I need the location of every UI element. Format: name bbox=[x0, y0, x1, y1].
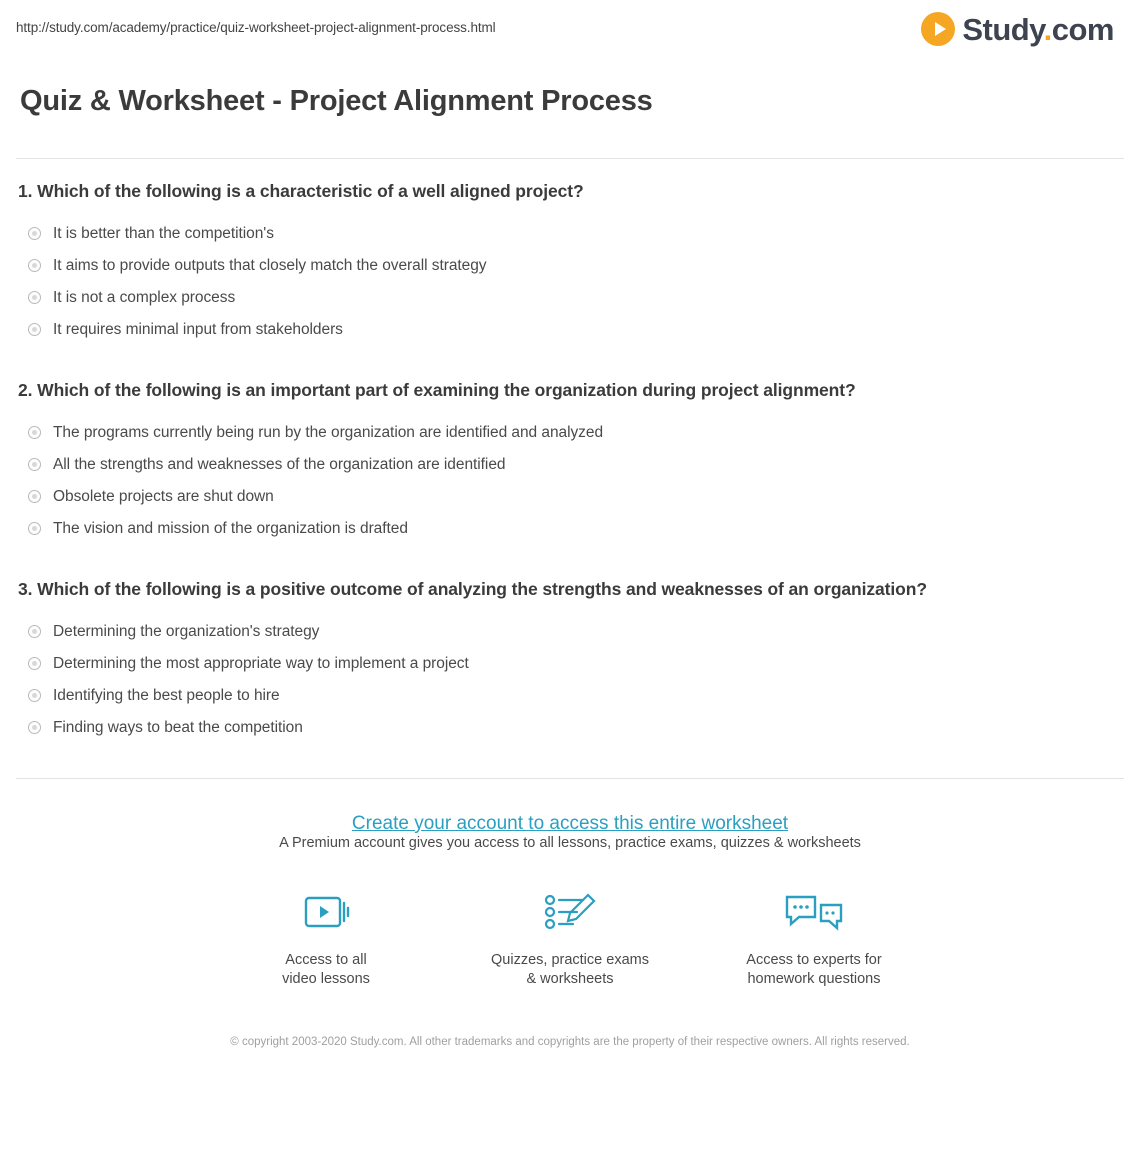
answer-label: It is better than the competition's bbox=[53, 224, 274, 242]
radio-button-icon[interactable] bbox=[28, 490, 41, 503]
footer-promo bbox=[16, 778, 1124, 1051]
answer-options bbox=[16, 616, 1124, 744]
answer-option[interactable] bbox=[16, 250, 1124, 282]
answer-label: It aims to provide outputs that closely match the overall strategy bbox=[53, 256, 487, 274]
page-title: Quiz & Worksheet - Project Alignment Process bbox=[20, 85, 653, 118]
logo-tld: com bbox=[1051, 11, 1114, 47]
answer-label: Identifying the best people to hire bbox=[53, 686, 280, 704]
logo-dot: . bbox=[1043, 11, 1052, 47]
radio-button-icon[interactable] bbox=[28, 426, 41, 439]
play-circle-icon bbox=[921, 12, 955, 46]
answer-option[interactable] bbox=[16, 314, 1124, 346]
answer-option[interactable] bbox=[16, 616, 1124, 648]
quizzes-worksheets-icon bbox=[542, 887, 598, 939]
question-text: 1. Which of the following is a characteristic of a well aligned project? bbox=[18, 180, 584, 201]
radio-button-icon[interactable] bbox=[28, 721, 41, 734]
video-lessons-icon bbox=[301, 887, 351, 939]
answer-option[interactable] bbox=[16, 218, 1124, 250]
answer-label: The programs currently being run by the organization are identified and analyzed bbox=[53, 423, 604, 441]
radio-button-icon[interactable] bbox=[28, 291, 41, 304]
answer-label: The vision and mission of the organization is drafted bbox=[53, 519, 408, 537]
perk-line-2: video lessons bbox=[282, 971, 370, 988]
study-com-logo bbox=[921, 12, 1124, 46]
answer-option[interactable] bbox=[16, 417, 1124, 449]
perk-line-1: Access to all bbox=[285, 951, 367, 968]
radio-button-icon[interactable] bbox=[28, 259, 41, 272]
answer-option[interactable] bbox=[16, 712, 1124, 744]
question-block bbox=[16, 380, 1124, 545]
page-url: http://study.com/academy/practice/quiz-worksheet-project-alignment-process.html bbox=[16, 20, 496, 35]
answer-option[interactable] bbox=[16, 481, 1124, 513]
experts-chat-icon bbox=[783, 887, 845, 939]
radio-button-icon[interactable] bbox=[28, 522, 41, 535]
logo-text bbox=[962, 11, 1114, 47]
answer-option[interactable] bbox=[16, 282, 1124, 314]
perk-line-2: & worksheets bbox=[526, 971, 614, 988]
answer-label: Determining the most appropriate way to implement a project bbox=[53, 654, 469, 672]
perk-line-2: homework questions bbox=[747, 971, 881, 988]
perk-line-1: Quizzes, practice exams bbox=[491, 951, 649, 968]
question-block bbox=[16, 579, 1124, 744]
radio-button-icon[interactable] bbox=[28, 625, 41, 638]
radio-button-icon[interactable] bbox=[28, 657, 41, 670]
question-block bbox=[16, 181, 1124, 346]
answer-option[interactable] bbox=[16, 513, 1124, 545]
questions-list bbox=[16, 159, 1124, 744]
perk-item bbox=[246, 887, 406, 990]
copyright-text: © copyright 2003-2020 Study.com. All other trademarks and copyrights are the property of their respective owners. All rights reserved. bbox=[230, 1035, 910, 1048]
perks-row bbox=[16, 887, 1124, 990]
question-text: 2. Which of the following is an important part of examining the organization during project alignment? bbox=[18, 379, 856, 400]
logo-brand: Study bbox=[962, 11, 1044, 47]
answer-label: Finding ways to beat the competition bbox=[53, 718, 303, 736]
answer-option[interactable] bbox=[16, 680, 1124, 712]
answer-options bbox=[16, 218, 1124, 346]
answer-label: Determining the organization's strategy bbox=[53, 622, 320, 640]
answer-label: Obsolete projects are shut down bbox=[53, 487, 274, 505]
perk-item bbox=[734, 887, 894, 990]
perk-line-1: Access to experts for bbox=[746, 951, 882, 968]
answer-option[interactable] bbox=[16, 449, 1124, 481]
premium-subtext: A Premium account gives you access to all lessons, practice exams, quizzes & worksheets bbox=[279, 834, 861, 851]
perk-label bbox=[746, 951, 881, 990]
perk-label bbox=[491, 951, 649, 990]
perk-label bbox=[282, 951, 370, 990]
radio-button-icon[interactable] bbox=[28, 689, 41, 702]
answer-label: It requires minimal input from stakeholders bbox=[53, 320, 343, 338]
perk-item bbox=[490, 887, 650, 990]
radio-button-icon[interactable] bbox=[28, 227, 41, 240]
page-header bbox=[16, 0, 1124, 52]
answer-label: All the strengths and weaknesses of the organization are identified bbox=[53, 455, 506, 473]
radio-button-icon[interactable] bbox=[28, 458, 41, 471]
answer-options bbox=[16, 417, 1124, 545]
create-account-link[interactable]: Create your account to access this entire worksheet bbox=[351, 812, 789, 834]
radio-button-icon[interactable] bbox=[28, 323, 41, 336]
question-text: 3. Which of the following is a positive outcome of analyzing the strengths and weaknesses of an organization? bbox=[18, 578, 927, 599]
answer-label: It is not a complex process bbox=[53, 288, 236, 306]
answer-option[interactable] bbox=[16, 648, 1124, 680]
